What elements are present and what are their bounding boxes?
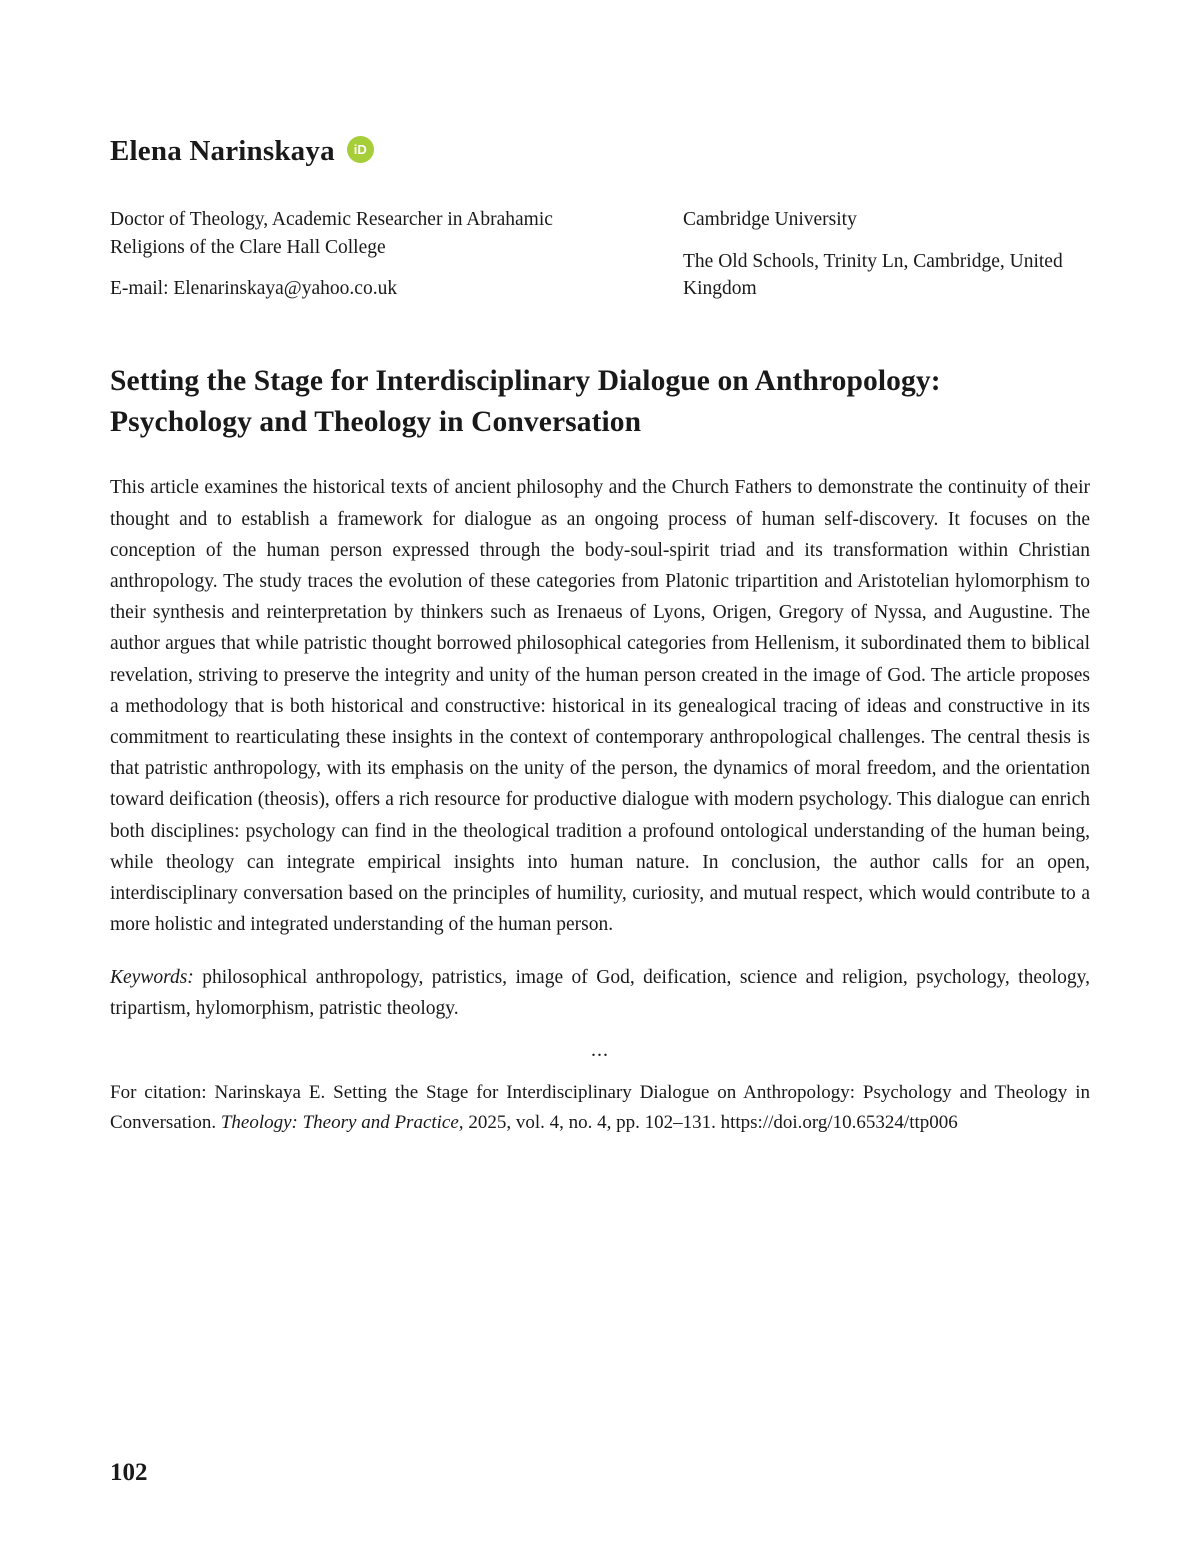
author-email[interactable]: E-mail: Elenarinskaya@yahoo.co.uk bbox=[110, 278, 398, 300]
author-name: Elena Narinskaya bbox=[110, 135, 335, 167]
citation-text: For citation: Narinskaya E. Setting the Stage for Interdisciplinary Dialogue on Anthropology: Psychology and Theology in Conversation. bbox=[110, 1081, 1090, 1134]
author-header bbox=[110, 135, 1090, 168]
keywords-label: Keywords: bbox=[110, 967, 194, 989]
university-name: Cambridge University bbox=[683, 209, 857, 230]
citation-journal-title: Theology: Theory and Practice, bbox=[220, 1112, 464, 1134]
doi-link[interactable]: https://doi.org/10.65324/ttp006 bbox=[720, 1112, 958, 1134]
author-affiliation: Doctor of Theology, Academic Researcher in Abrahamic Religions of the Clare Hall College bbox=[110, 209, 553, 258]
keywords-list: philosophical anthropology, patristics, image of God, deification, science and religion, psychology, theology, tripartism, hylomorphism, patristic theology. bbox=[110, 967, 1090, 1020]
orcid-icon[interactable]: iD bbox=[347, 136, 374, 163]
author-info-right-column bbox=[683, 206, 1090, 303]
page-number: 102 bbox=[110, 1459, 148, 1486]
university-address: The Old Schools, Trinity Ln, Cambridge, United Kingdom bbox=[683, 250, 1063, 300]
citation-block bbox=[110, 1078, 1090, 1140]
article-title: Setting the Stage for Interdisciplinary Dialogue on Anthropology: Psychology and Theology in Conversation bbox=[110, 365, 941, 438]
author-info-left-column bbox=[110, 206, 683, 303]
separator-dots: ... bbox=[591, 1038, 609, 1061]
abstract-text: This article examines the historical texts of ancient philosophy and the Church Fathers to demonstrate the continuity of their thought and to establish a framework for dialogue as an ongoing process of human self-discovery. It focuses on the conception of the human person expressed through the body-soul-spirit triad and its transformation within Christian anthropology. The study traces the evolution of these categories from Platonic tripartition and Aristotelian hylomorphism to their synthesis and reinterpretation by thinkers such as Irenaeus of Lyons, Origen, Gregory of Nyssa, and Augustine. The author argues that while patristic thought borrowed philosophical categories from Hellenism, it subordinated them to biblical revelation, striving to preserve the integrity and unity of the human person created in the image of God. The article proposes a methodology that is both historical and constructive: historical in its genealogical tracing of ideas and constructive in its commitment to rearticulating these insights in the context of contemporary anthropological challenges. The central thesis is that patristic anthropology, with its emphasis on the unity of the person, the dynamics of moral freedom, and the orientation toward deification (theosis), offers a rich resource for productive dialogue with modern psychology. This dialogue can enrich both disciplines: psychology can find in the theological tradition a profound ontological understanding of the human being, while theology can integrate empirical insights into human nature. In conclusion, the author calls for an open, interdisciplinary conversation based on the principles of humility, curiosity, and mutual respect, which would contribute to a more holistic and integrated understanding of the human person. bbox=[110, 477, 1090, 936]
citation-details: 2025, vol. 4, no. 4, pp. 102–131. bbox=[463, 1112, 721, 1134]
author-info-block bbox=[110, 206, 1090, 303]
keywords-line bbox=[110, 962, 1090, 1024]
